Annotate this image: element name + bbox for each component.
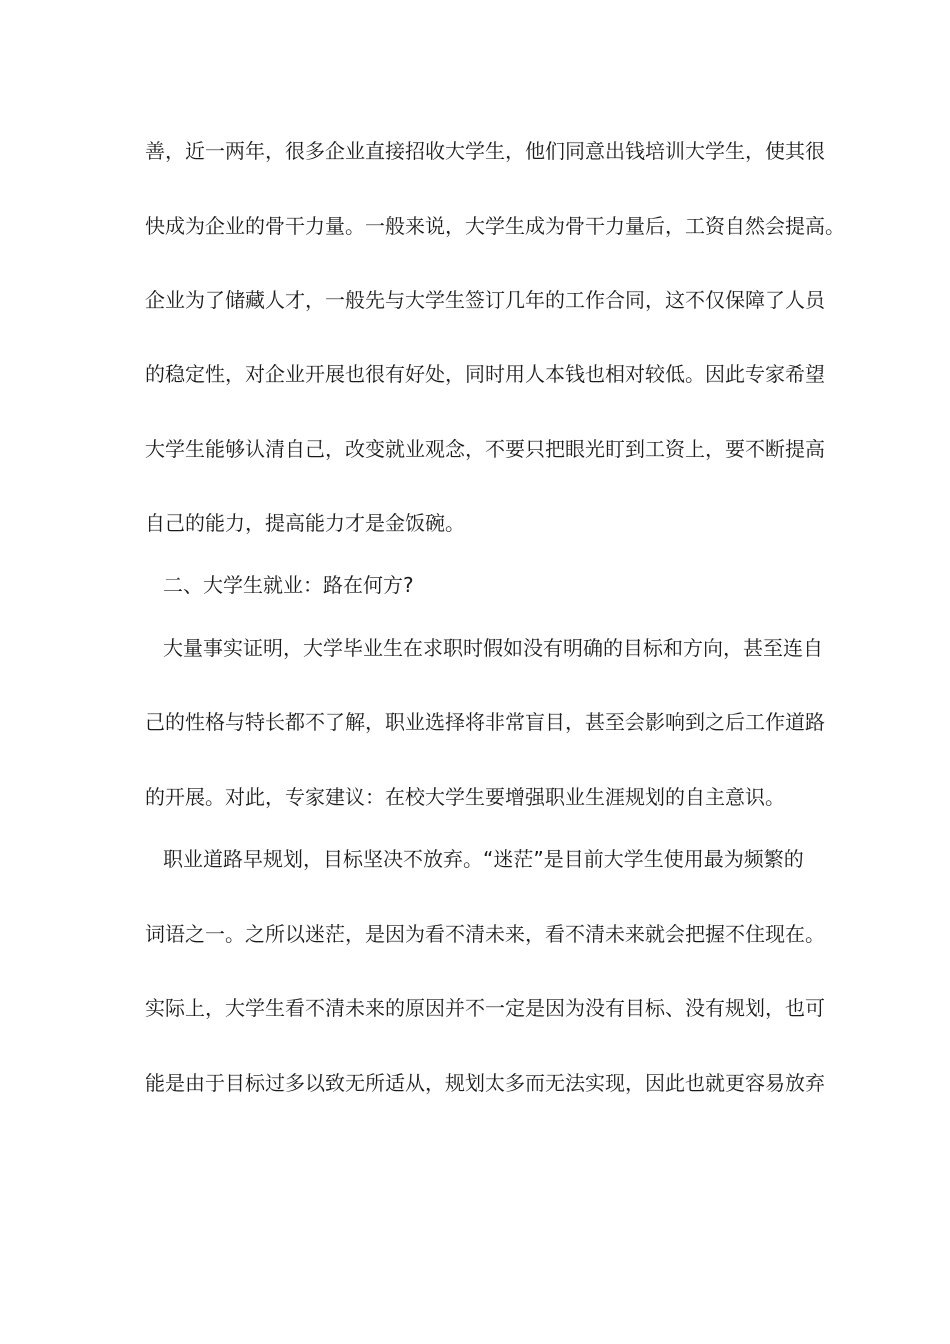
paragraph-1-line-5: 大学生能够认清自己，改变就业观念，不要只把眼光盯到工资上，要不断提高 bbox=[145, 437, 825, 461]
paragraph-1-line-6: 自己的能力，提高能力才是金饭碗。 bbox=[145, 511, 465, 535]
paragraph-1-line-4: 的稳定性，对企业开展也很有好处，同时用人本钱也相对较低。因此专家希望 bbox=[145, 362, 825, 386]
paragraph-1-line-1: 善，近一两年，很多企业直接招收大学生，他们同意出钱培训大学生，使其很 bbox=[145, 139, 825, 163]
paragraph-2-line-1: 大量事实证明，大学毕业生在求职时假如没有明确的目标和方向，甚至连自 bbox=[163, 636, 823, 660]
paragraph-2-line-2: 己的性格与特长都不了解，职业选择将非常盲目，甚至会影响到之后工作道路 bbox=[145, 710, 825, 734]
paragraph-3-line-3: 实际上，大学生看不清未来的原因并不一定是因为没有目标、没有规划，也可 bbox=[145, 996, 825, 1020]
paragraph-1-line-2: 快成为企业的骨干力量。一般来说，大学生成为骨干力量后，工资自然会提高。 bbox=[145, 214, 845, 238]
paragraph-1-line-3: 企业为了储藏人才，一般先与大学生签订几年的工作合同，这不仅保障了人员 bbox=[145, 288, 825, 312]
paragraph-3-line-4: 能是由于目标过多以致无所适从，规划太多而无法实现，因此也就更容易放弃 bbox=[145, 1071, 825, 1095]
paragraph-3-line-2: 词语之一。之所以迷茫，是因为看不清未来，看不清未来就会把握不住现在。 bbox=[145, 922, 825, 946]
section-heading: 二、大学生就业：路在何方? bbox=[163, 573, 414, 597]
paragraph-2-line-3: 的开展。对此，专家建议：在校大学生要增强职业生涯规划的自主意识。 bbox=[145, 785, 785, 809]
paragraph-3-line-1: 职业道路早规划，目标坚决不放弃。“迷茫”是目前大学生使用最为频繁的 bbox=[163, 847, 804, 871]
